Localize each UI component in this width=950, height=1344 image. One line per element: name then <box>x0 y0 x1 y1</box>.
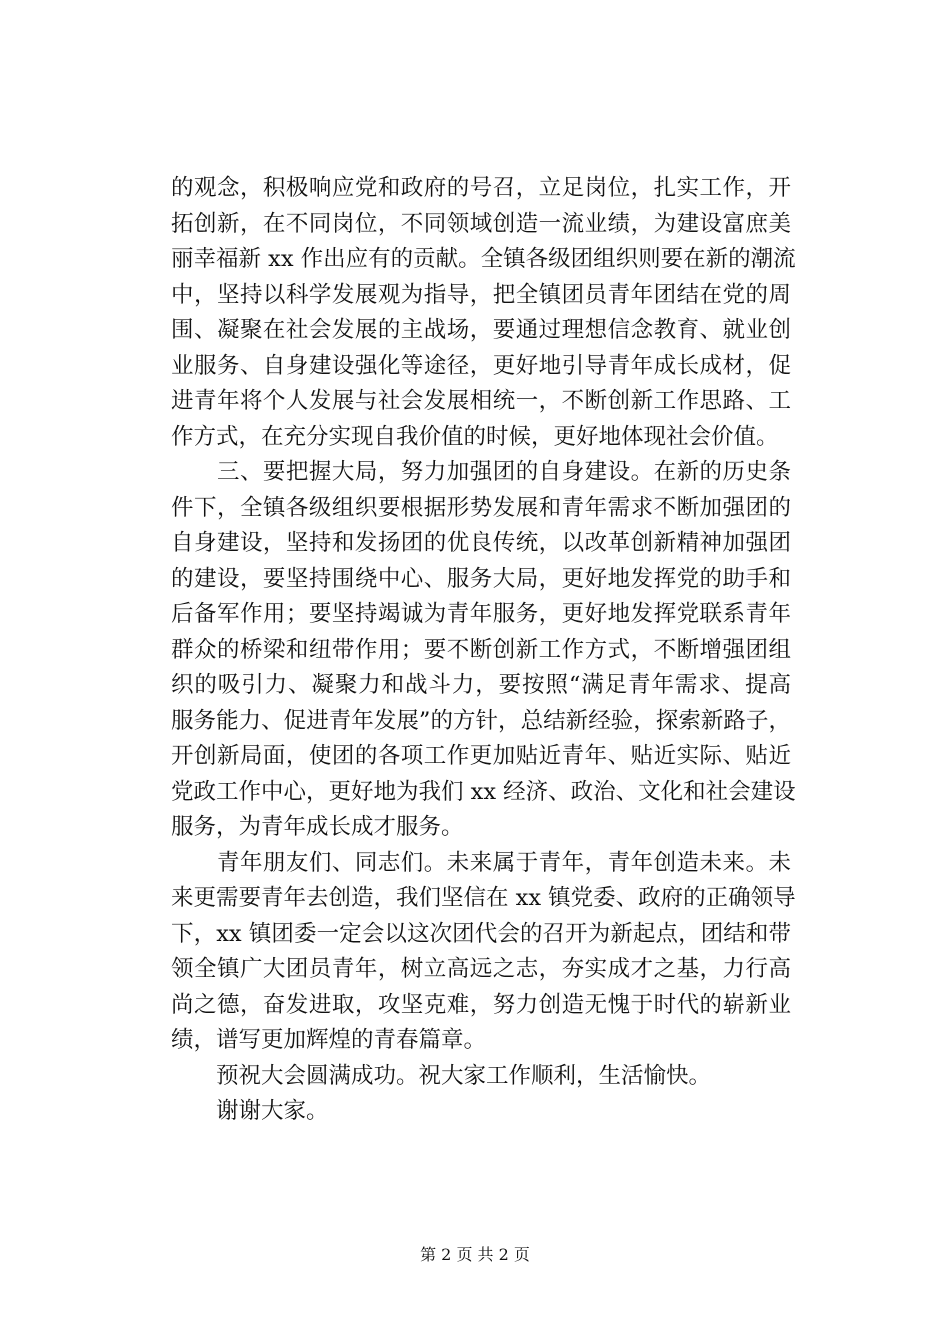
text-line: 拓创新，在不同岗位，不同领域创造一流业绩，为建设富庶美 <box>171 210 791 237</box>
text-line: 的观念，积极响应党和政府的号召，立足岗位，扎实工作，开 <box>171 175 791 201</box>
text-line: 开创新局面，使团的各项工作更加贴近青年、贴近实际、贴近 <box>171 743 791 769</box>
text-line: 服务能力、促进青年发展”的方针，总结新经验，探索新路子， <box>171 707 791 734</box>
text-line: 群众的桥梁和纽带作用；要不断创新工作方式，不断增强团组 <box>171 636 791 663</box>
text-line: 后备军作用；要坚持竭诚为青年服务，更好地发挥党联系青年 <box>171 601 791 627</box>
text-line: 业服务、自身建设强化等途径，更好地引导青年成长成材，促 <box>171 352 791 379</box>
text-line: 作方式，在充分实现自我价值的时候，更好地体现社会价值。 <box>171 423 779 450</box>
text-line: 服务，为青年成长成才服务。 <box>171 814 464 840</box>
document-body <box>171 171 796 1130</box>
text-line: 三、要把握大局，努力加强团的自身建设。在新的历史条 <box>171 459 791 485</box>
text-line: 围、凝聚在社会发展的主战场，要通过理想信念教育、就业创 <box>171 317 791 343</box>
text-line: 自身建设，坚持和发扬团的优良传统，以改革创新精神加强团 <box>171 530 791 556</box>
text-line: 下，xx 镇团委一定会以这次团代会的召开为新起点，团结和带 <box>171 920 791 947</box>
text-line: 尚之德，奋发进取，攻坚克难，努力创造无愧于时代的崭新业 <box>171 991 791 1018</box>
text-line: 的建设，要坚持围绕中心、服务大局，更好地发挥党的助手和 <box>171 565 791 592</box>
text-line: 织的吸引力、凝聚力和战斗力，要按照“满足青年需求、提高 <box>171 672 791 698</box>
text-line: 丽幸福新 xx 作出应有的贡献。全镇各级团组织则要在新的潮流 <box>171 246 796 272</box>
text-line: 预祝大会圆满成功。祝大家工作顺利，生活愉快。 <box>171 1062 712 1089</box>
page-footer: 第 2 页 共 2 页 <box>420 1245 530 1264</box>
text-line: 谢谢大家。 <box>171 1098 329 1124</box>
text-line: 领全镇广大团员青年，树立高远之志，夯实成才之基，力行高 <box>171 956 791 982</box>
text-line: 中，坚持以科学发展观为指导，把全镇团员青年团结在党的周 <box>171 281 791 308</box>
text-line: 件下，全镇各级组织要根据形势发展和青年需求不断加强团的 <box>171 494 791 521</box>
text-line: 来更需要青年去创造，我们坚信在 xx 镇党委、政府的正确领导 <box>171 885 796 911</box>
text-line: 绩，谱写更加辉煌的青春篇章。 <box>171 1027 487 1053</box>
text-line: 青年朋友们、同志们。未来属于青年，青年创造未来。未 <box>171 849 791 876</box>
text-line: 党政工作中心，更好地为我们 xx 经济、政治、文化和社会建设 <box>171 778 796 805</box>
text-line: 进青年将个人发展与社会发展相统一，不断创新工作思路、工 <box>171 388 791 414</box>
